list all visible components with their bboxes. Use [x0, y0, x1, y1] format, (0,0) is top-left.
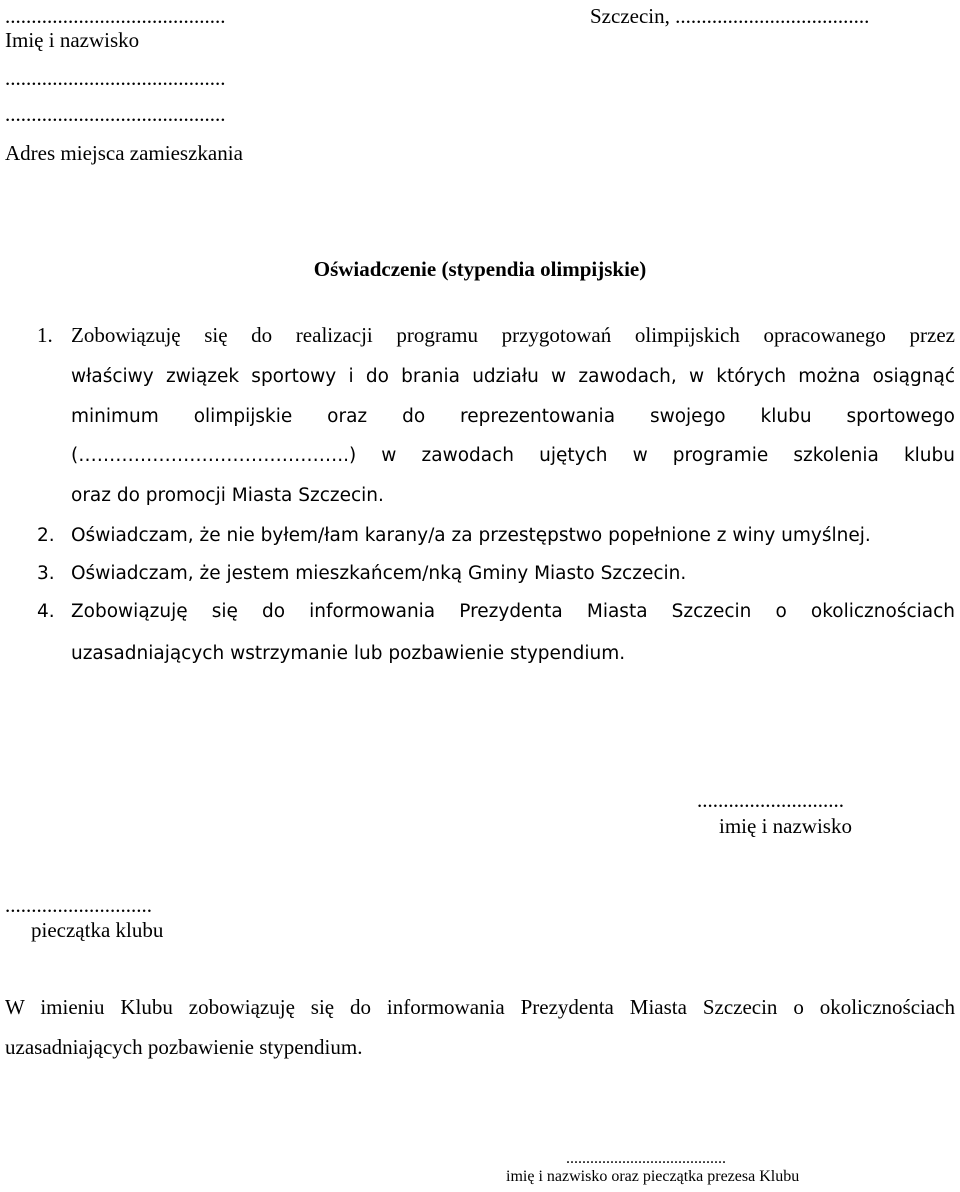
item-1-line-2: właściwy związek sportowy i do brania udziału w zawodach, w których można osiągnąć — [71, 366, 955, 387]
name-dots: .......................................... — [5, 4, 226, 28]
president-signature-dots: ........................................ — [566, 1150, 726, 1167]
item-number: 3. — [37, 563, 55, 584]
item-1-line-5: oraz do promocji Miasta Szczecin. — [71, 485, 384, 506]
item-number: 2. — [37, 525, 55, 546]
item-2-line-1: Oświadczam, że nie byłem/łam karany/a za przestępstwo popełnione z winy umyślnej. — [71, 525, 871, 546]
city-date-field: Szczecin, ..................................... — [590, 4, 870, 28]
address-dots-line-2: .......................................... — [5, 102, 226, 126]
item-number: 1. — [37, 323, 53, 347]
athlete-signature-label: imię i nazwisko — [719, 814, 852, 838]
club-declaration-line-2: uzasadniających pozbawienie stypendium. — [5, 1035, 363, 1059]
club-stamp-dots: ............................ — [5, 893, 152, 917]
item-1-line-4: (……………………………………..) w zawodach ujętych w programie szkolenia klubu — [71, 445, 955, 466]
address-label: Adres miejsca zamieszkania — [5, 141, 243, 165]
item-4-line-1: Zobowiązuję się do informowania Prezydenta Miasta Szczecin o okolicznościach — [71, 601, 955, 622]
club-declaration-line-1: W imieniu Klubu zobowiązuję się do informowania Prezydenta Miasta Szczecin o okolicznościach — [5, 995, 955, 1019]
item-4-line-2: uzasadniających wstrzymanie lub pozbawienie stypendium. — [71, 643, 626, 664]
club-stamp-label: pieczątka klubu — [31, 918, 164, 942]
athlete-signature-dots: ............................ — [697, 788, 844, 812]
name-label: Imię i nazwisko — [5, 28, 140, 52]
item-3-line-1: Oświadczam, że jestem mieszkańcem/nką Gminy Miasto Szczecin. — [71, 563, 687, 584]
item-1-line-1: Zobowiązuję się do realizacji programu przygotowań olimpijskich opracowanego przez — [71, 323, 955, 347]
address-dots-line-1: .......................................... — [5, 66, 226, 90]
item-1-line-3: minimum olimpijskie oraz do reprezentowania swojego klubu sportowego — [71, 406, 955, 427]
item-number: 4. — [37, 601, 55, 622]
president-signature-label: imię i nazwisko oraz pieczątka prezesa Klubu — [506, 1168, 800, 1185]
document-title: Oświadczenie (stypendia olimpijskie) — [313, 257, 647, 281]
